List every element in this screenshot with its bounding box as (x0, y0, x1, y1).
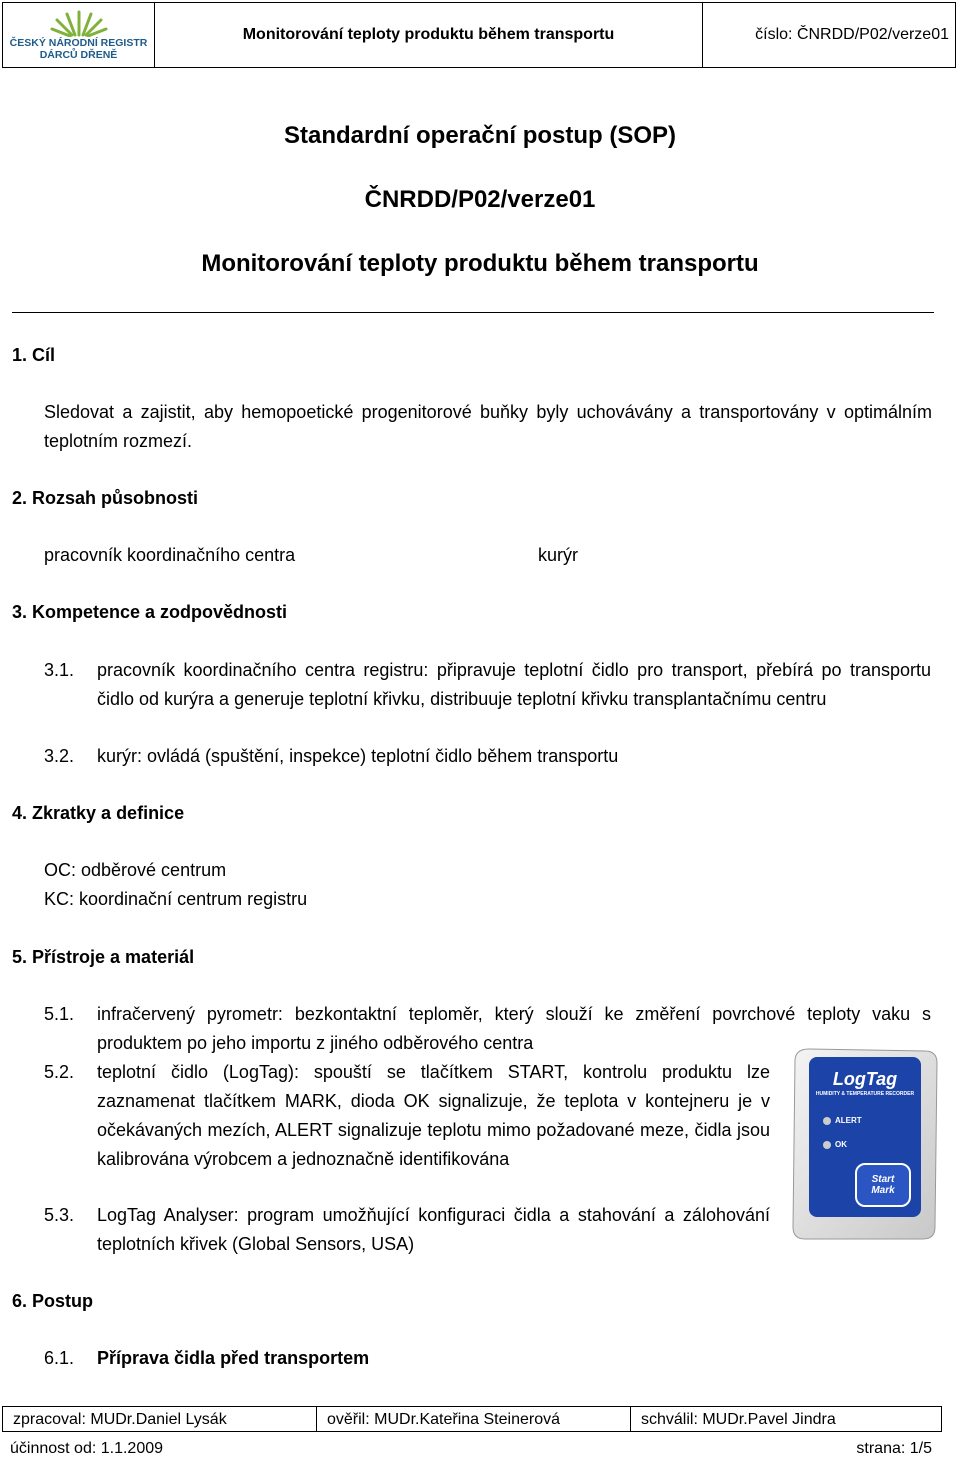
definition-oc: OC: odběrové centrum (44, 860, 227, 880)
logtag-device-image (775, 1043, 945, 1243)
sop-code: ČNRDD/P02/verze01 (364, 186, 596, 213)
device-brand: LogTag (832, 1069, 898, 1089)
item-5-1-text: infračervený pyrometr: bezkontaktní teploměr, který slouží ke změření povrchové teploty vaku s produktem po jeho importu z jiného odběrového centra (97, 1004, 931, 1053)
ok-led-icon (823, 1141, 831, 1149)
footer-effective-date: účinnost od: 1.1.2009 (10, 1440, 164, 1457)
header-table (2, 2, 956, 68)
logo-line-1: ČESKÝ NÁRODNÍ REGISTR (9, 37, 148, 49)
footer-table (2, 1406, 942, 1432)
item-5-1-number: 5.1. (44, 1004, 75, 1024)
header-logo-cell (3, 3, 155, 67)
item-3-1-text: pracovník koordinačního centra registru: připravuje teplotní čidlo pro transport, přebírá po transportu čidlo od kurýra a generuje teplotní křivku, distribuuje teplotní křivku transplantačnímu centru (97, 660, 931, 709)
device-mark-label: Mark (871, 1185, 895, 1196)
item-5-3-text: LogTag Analyser: program umožňující konfiguraci čidla a stahování a zálohování teplotních křivek (Global Sensors, USA) (97, 1205, 770, 1254)
scope-courier: kurýr (538, 545, 578, 565)
item-3-2-number: 3.2. (44, 746, 75, 766)
alert-led-icon (823, 1117, 831, 1125)
section-5-heading: 5. Přístroje a materiál (12, 947, 195, 967)
header-title: Monitorování teploty produktu během transportu (155, 3, 703, 67)
item-5-3-number: 5.3. (44, 1205, 75, 1225)
footer-approved-by: schválil: MUDr.Pavel Jindra (641, 1411, 836, 1428)
item-5-2-number: 5.2. (44, 1062, 75, 1082)
section-3-heading: 3. Kompetence a zodpovědnosti (12, 602, 288, 622)
sop-subject: Monitorování teploty produktu během transportu (201, 250, 759, 277)
section-4-heading: 4. Zkratky a definice (12, 803, 185, 823)
device-alert-label: ALERT (835, 1116, 862, 1125)
item-6-1-number: 6.1. (44, 1348, 75, 1368)
section-1-heading: 1. Cíl (12, 345, 56, 365)
footer-page-number: strana: 1/5 (856, 1440, 932, 1457)
scope-coordinator: pracovník koordinačního centra (44, 545, 296, 565)
device-start-label: Start (871, 1174, 895, 1185)
item-3-1-number: 3.1. (44, 660, 75, 680)
registry-logo-icon (49, 9, 109, 37)
item-3-2-text: kurýr: ovládá (spuštění, inspekce) teplotní čidlo během transportu (97, 746, 619, 766)
item-6-1-heading: Příprava čidla před transportem (97, 1348, 370, 1368)
logo-line-2: DÁRCŮ DŘENĚ (39, 49, 118, 61)
section-6-heading: 6. Postup (12, 1291, 94, 1311)
footer-verified-by: ověřil: MUDr.Kateřina Steinerová (317, 1407, 631, 1431)
header-doc-number: číslo: ČNRDD/P02/verze01 (755, 26, 949, 43)
item-5-2-text: teplotní čidlo (LogTag): spouští se tlačítkem START, kontrolu produktu lze zaznamenat tlačítkem MARK, dioda OK signalizuje, že teplota v kontejneru je v očekávaných mezích, ALERT signalizuje teplotu mimo požadované meze, čidla jsou kalibrována výrobcem a jednoznačně identifikována (97, 1062, 770, 1169)
sop-title: Standardní operační postup (SOP) (283, 122, 677, 149)
definition-kc: KC: koordinační centrum registru (44, 889, 308, 909)
device-ok-label: OK (835, 1140, 847, 1149)
device-start-mark-button (855, 1163, 911, 1207)
device-subtitle: HUMIDITY & TEMPERATURE RECORDER (815, 1091, 915, 1097)
footer-prepared-by: zpracoval: MUDr.Daniel Lysák (3, 1407, 317, 1431)
section-2-heading: 2. Rozsah působnosti (12, 488, 199, 508)
section-1-body: Sledovat a zajistit, aby hemopoetické progenitorové buňky byly uchovávány a transportovány v optimálním teplotním rozmezí. (44, 402, 932, 451)
title-divider (12, 312, 934, 313)
